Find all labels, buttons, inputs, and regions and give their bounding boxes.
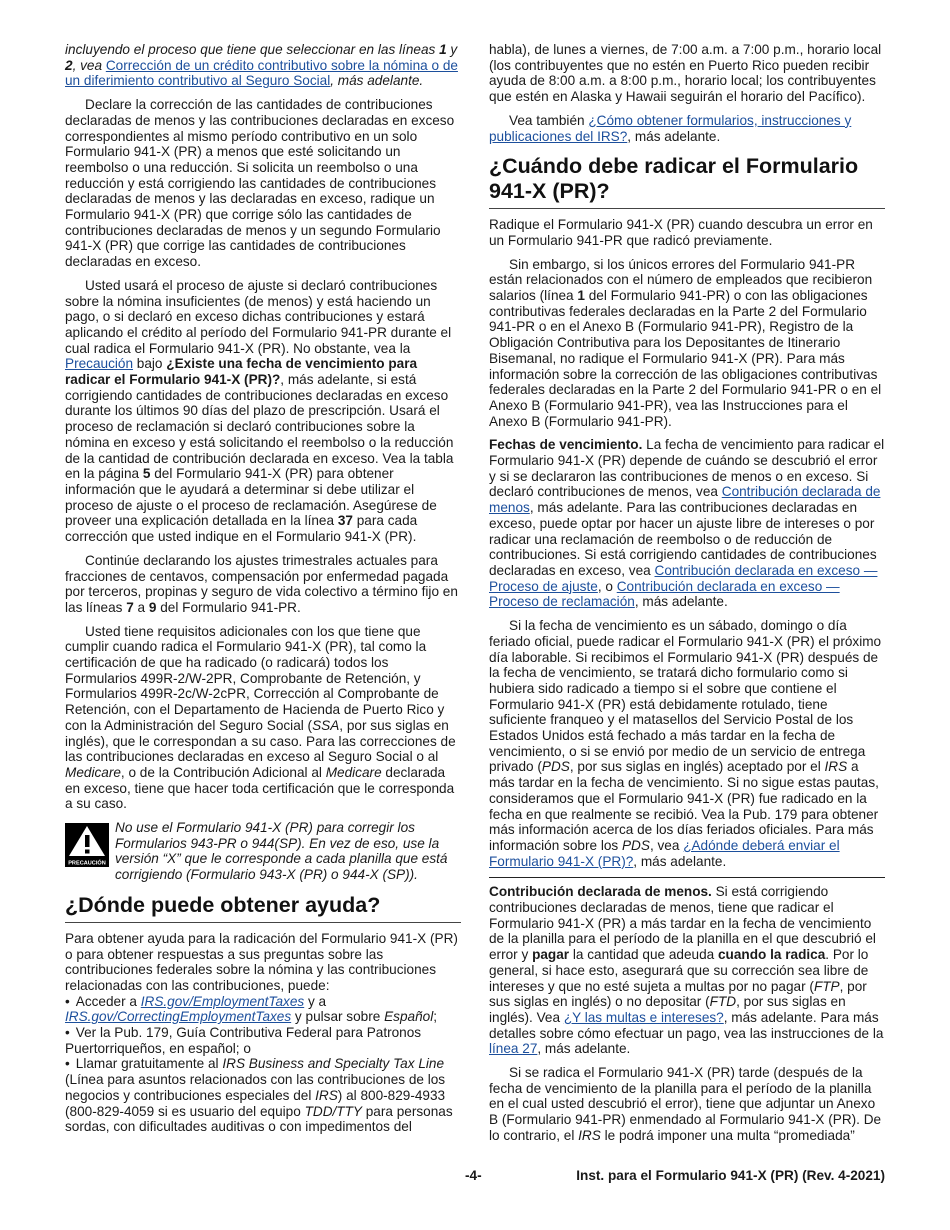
list-item: • Acceder a IRS.gov/EmploymentTaxes y a IRS.gov/CorrectingEmploymentTaxes y pulsar sobre Español;	[65, 994, 461, 1025]
paragraph: Radique el Formulario 941-X (PR) cuando descubra un error en un Formulario 941-PR que radicó previamente.	[489, 217, 873, 248]
paragraph: Usted usará el proceso de ajuste si declaró contribuciones sobre la nómina insuficientes (de menos) y está haciendo un pago, o si declaró en exceso dichas contribuciones y estará aplicando el crédito al período del Formulario 941-PR durante el cual radica el Formulario 941-X (PR). No obstante, vea la Precaución bajo ¿Existe una fecha de vencimiento para radicar el Formulario 941-X (PR)?, más adelante, si está corrigiendo cantidades de contribuciones declaradas en exceso durante los últimos 90 días del plazo de prescripción. Usará el proceso de reclamación si declaró contribuciones sobre la nómina en exceso y está solicitando el reembolso o la reducción de la cantidad de contribución declarada en exceso. Vea la tabla en la página 5 del Formulario 941-X (PR) para obtener información que le ayudará a determinar si debe utilizar el proceso de ajuste o el proceso de reclamación. Asegúrese de proveer una explicación detallada en la línea 37 para cada corrección que usted indique en el Formulario 941-X (PR).	[65, 277, 454, 545]
list-item: • Llamar gratuitamente al IRS Business and Specialty Tax Line (Línea para asuntos relacionados con las contribuciones de los negocios y contribuciones especiales del IRS) al 800-829-4933 (800-829-4059 si es usuario del equipo TDD/TTY para personas sordas, con dificultades auditivas o con impedimentos del	[65, 1056, 461, 1135]
heading-cuando-radicar: ¿Cuándo debe radicar el Formulario 941-X (PR)?	[489, 154, 885, 209]
paragraph: Para obtener ayuda para la radicación del Formulario 941-X (PR) o para obtener respuestas a sus preguntas sobre las contribuciones federales sobre la nómina y las contribuciones relacionadas con las contribuciones, puede:	[65, 930, 458, 993]
link-correccion-credito[interactable]: Corrección de un crédito contributivo sobre la nómina o de un diferimiento contributivo al Seguro Social	[65, 57, 458, 89]
heading-donde-ayuda: ¿Dónde puede obtener ayuda?	[65, 893, 461, 923]
paragraph: Contribución declarada de menos. Si está corrigiendo contribuciones declaradas de menos, tiene que radicar el Formulario 941-X (PR) a más tardar en la fecha de vencimiento de la planilla para el período de la planilla en el que descubrió el error y pagar la cantidad que adeuda cuando la radica. Por lo general, si hace esto, asegurará que su corrección sea libre de intereses y que no esté sujeta a multas por no pagar (FTP, por sus siglas en inglés) o no depositar (FTD, por sus siglas en inglés). Vea ¿Y las multas e intereses?, más adelante. Para más detalles sobre cómo efectuar un pago, vea las instrucciones de la línea 27, más adelante.	[489, 884, 884, 1057]
paragraph: habla), de lunes a viernes, de 7:00 a.m. a 7:00 p.m., horario local (los contribuyentes que no estén en Puerto Rico pueden recibir ayuda de 8:00 a.m. a 8:00 p.m., horario local; los contribuyentes que estén en Alaska y Hawaii seguirán el horario del Pacífico).	[489, 42, 882, 105]
paragraph: Si la fecha de vencimiento es un sábado, domingo o día feriado oficial, puede radicar el Formulario 941-X (PR) el próximo día laborable. Si recibimos el Formulario 941-X (PR) después de la fecha de vencimiento, se tratará dicho formulario como si hubiera sido radicado a tiempo si el sobre que contiene el Formulario 941-X (PR) está debidamente rotulado, tiene suficiente franqueo y el matasellos del Servicio Postal de los Estados Unidos está fechado a más tardar en la fecha de vencimiento, o si se envió por medio de un servicio de entrega privado (PDS, por sus siglas en inglés) aceptado por el IRS a más tardar en la fecha de vencimiento. Si no sigue estas pautas, consideramos que el Formulario 941-X (PR) fue radicado en la fecha en que realmente se recibió. Vea la Pub. 179 para obtener más información acerca de los días feriados oficiales. Para más información sobre los PDS, vea ¿Adónde deberá enviar el Formulario 941-X (PR)?, más adelante.	[489, 618, 882, 869]
paragraph: Fechas de vencimiento. La fecha de vencimiento para radicar el Formulario 941-X (PR) depende de cuándo se descubrió el error y si se declararon las contribuciones de menos o en exceso. Si declaró contribuciones de menos, vea Contribución declarada de menos, más adelante. Para las contribuciones declaradas en exceso, puede optar por hacer un ajuste libre de intereses o por radicar una reclamación de reembolso o de reducción de contribuciones. Si está corrigiendo cantidades de contribuciones declaradas en exceso, vea Contribución declarada en exceso —Proceso de ajuste, o Contribución declarada en exceso —Proceso de reclamación, más adelante.	[489, 437, 885, 610]
link-correcting-employment-taxes[interactable]: IRS.gov/CorrectingEmploymentTaxes	[65, 1009, 292, 1025]
link-employment-taxes[interactable]: IRS.gov/EmploymentTaxes	[140, 993, 305, 1009]
paragraph: Vea también ¿Cómo obtener formularios, instrucciones y publicaciones del IRS?, más adelante.	[489, 112, 852, 144]
document-title: Inst. para el Formulario 941-X (PR) (Rev. 4-2021)	[576, 1168, 885, 1183]
link-linea-27[interactable]: línea 27	[489, 1041, 538, 1057]
paragraph: Sin embargo, si los únicos errores del Formulario 941-PR están relacionados con el número de empleados que recibieron salarios (línea 1 del Formulario 941-PR) o con las obligaciones contributivas federales declaradas en la Parte 2 del Formulario 941-PR o en el Anexo B (Formulario 941-PR), Registro de la Obligación Contributiva para los Depositantes de Itinerario Bisemanal, no radique el Formulario 941-X (PR). Para más información sobre la corrección de las obligaciones contributivas federales declaradas en la Parte 2 del Formulario 941-PR o en el Anexo B (Formulario 941-PR), vea las Instrucciones para el Anexo B (Formulario 941-PR).	[489, 256, 882, 429]
caution-text: No use el Formulario 941-X (PR) para corregir los Formularios 943-PR o 944(SP). En vez de eso, use la versión “X” que le corresponde a cada planilla que está corrigiendo (Formulario 943-X (PR) o 944-X (SP)).	[115, 820, 448, 883]
link-contribucion-de-menos[interactable]: Contribución declarada de menos	[489, 484, 881, 516]
caution-icon	[65, 823, 109, 867]
link-adonde-enviar[interactable]: ¿Adónde deberá enviar el Formulario 941-X (PR)?	[489, 837, 840, 869]
paragraph: Si se radica el Formulario 941-X (PR) tarde (después de la fecha de vencimiento de la planilla para el período de la planilla en el cual usted descubrió el error), tiene que adjuntar un Anexo B (Formulario 941-PR) enmendado al Formulario 941-X (PR). De lo contrario, el IRS le podrá imponer una multa “promediada”	[489, 1065, 882, 1143]
link-exceso-ajuste[interactable]: Contribución declarada en exceso —Proceso de ajuste	[489, 562, 878, 594]
link-multas-intereses[interactable]: ¿Y las multas e intereses?	[563, 1009, 724, 1025]
link-exceso-reclamacion[interactable]: Contribución declarada en exceso —Proceso de reclamación	[489, 578, 840, 610]
link-obtener-formularios[interactable]: ¿Cómo obtener formularios, instrucciones y publicaciones del IRS?	[489, 112, 852, 144]
page-number: -4-	[465, 1168, 482, 1183]
caution-label: PRECAUCIÓN	[68, 860, 106, 867]
paragraph: Usted tiene requisitos adicionales con los que tiene que cumplir cuando radica el Formulario 941-X (PR), tal como la certificación de que ha radicado (o radicará) todos los Formularios 499R-2/W-2PR, Comprobante de Retención, y Formularios 499R-2c/W-2cPR, Corrección al Comprobante de Retención, con el Departamento de Hacienda de Puerto Rico y con la Administración del Seguro Social (SSA, por sus siglas en inglés), que le correspondan a su caso. Para las correcciones de las contribuciones declaradas en exceso al Seguro Social o al Medicare, o de la Contribución Adicional al Medicare declarada en exceso, tiene que hacer toda certificación que le corresponda a su caso.	[65, 623, 456, 812]
list-item: • Ver la Pub. 179, Guía Contributiva Federal para Patronos Puertorriqueños, en español; o	[65, 1025, 461, 1056]
paragraph: Declare la corrección de las cantidades de contribuciones declaradas de menos y las contribuciones declaradas en exceso correspondientes al mismo período contributivo en un solo Formulario 941-X (PR) a menos que esté solicitando un reembolso o una reducción. Si solicita un reembolso o una reducción y está corrigiendo las cantidades de contribuciones declaradas de menos y las declaradas en exceso, radique un Formulario 941-X (PR) que corrige sólo las cantidades de contribuciones declaradas de menos y un segundo Formulario 941-X (PR) que corrige las cantidades de contribuciones declaradas en exceso.	[65, 97, 455, 270]
link-precaucion[interactable]: Precaución	[65, 356, 134, 372]
section-divider	[489, 877, 885, 878]
right-column	[489, 42, 885, 1152]
paragraph: incluyendo el proceso que tiene que seleccionar en las líneas 1 y 2, vea Corrección de un crédito contributivo sobre la nómina o de un diferimiento contributivo al Seguro Social, más adelante.	[65, 42, 458, 89]
caution-box	[65, 820, 461, 883]
paragraph: Continúe declarando los ajustes trimestrales actuales para fracciones de centavos, compensación por enfermedad pagada por terceros, propinas y seguro de vida colectivo a término fijo en las líneas 7 a 9 del Formulario 941-PR.	[65, 552, 458, 615]
left-column	[65, 42, 461, 1135]
